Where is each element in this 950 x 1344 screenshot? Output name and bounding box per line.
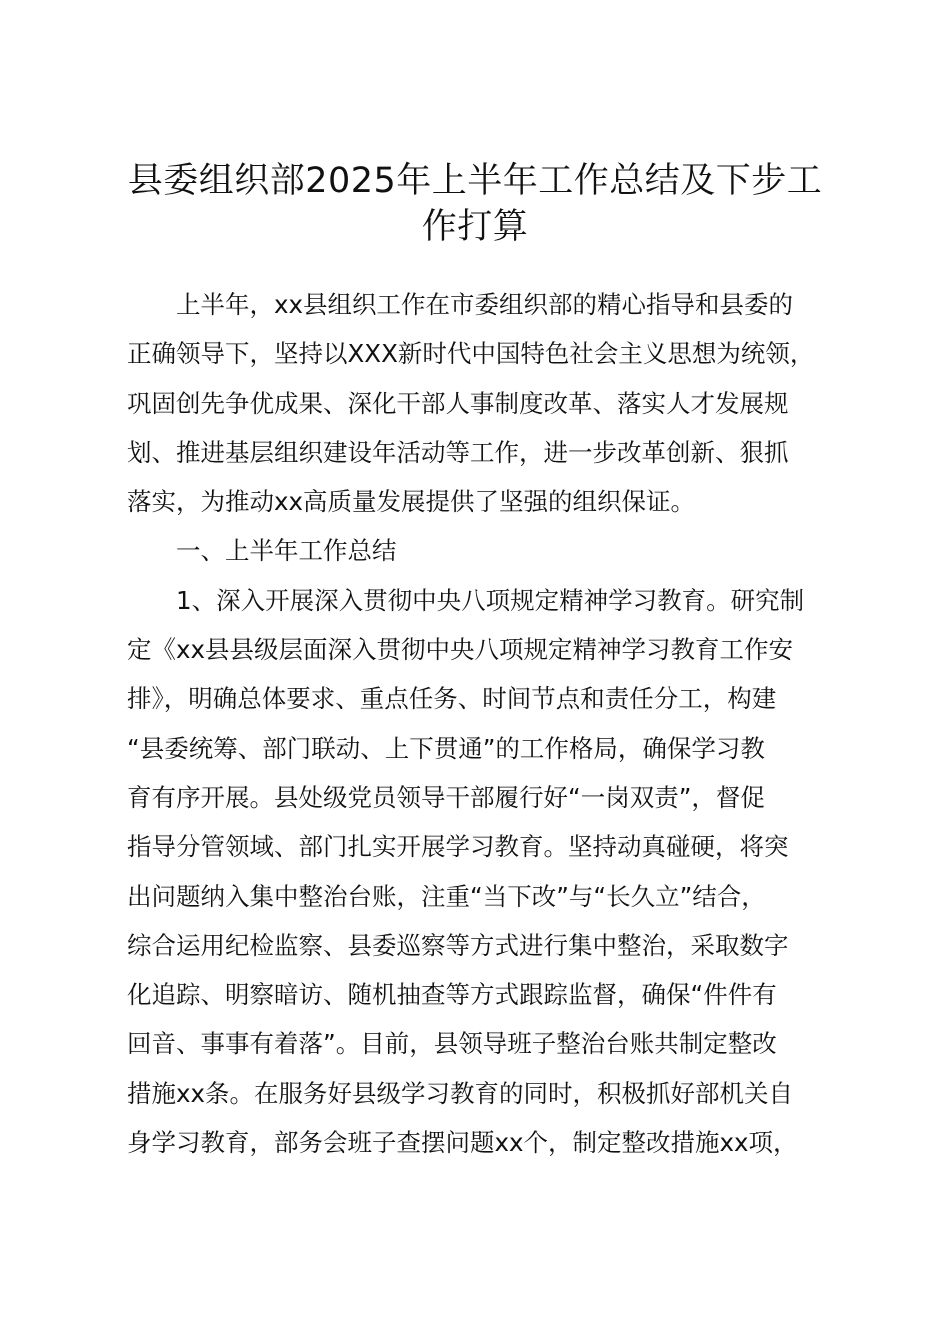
body-line: 指导分管领域、部门扎实开展学习教育。坚持动真碰硬，将突 bbox=[127, 832, 789, 862]
body-line: 措施xx条。在服务好县级学习教育的同时，积极抓好部机关自 bbox=[127, 1078, 793, 1108]
body-line: 化追踪、明察暗访、随机抽查等方式跟踪监督，确保“件件有 bbox=[127, 980, 777, 1010]
title-line-1: 县委组织部2025年上半年工作总结及下步工 bbox=[127, 161, 823, 201]
title-line-2: 作打算 bbox=[421, 207, 529, 247]
document-body bbox=[127, 280, 859, 1167]
body-line: 巩固创先争优成果、深化干部人事制度改革、落实人才发展规 bbox=[127, 388, 789, 418]
body-line: 1、深入开展深入贯彻中央八项规定精神学习教育。研究制 bbox=[176, 585, 805, 615]
body-line: 出问题纳入集中整治台账，注重“当下改”与“长久立”结合， bbox=[127, 881, 766, 911]
body-line: 排》，明确总体要求、重点任务、时间节点和责任分工，构建 bbox=[127, 684, 777, 714]
document-title bbox=[110, 158, 840, 250]
body-line: 一、上半年工作总结 bbox=[176, 536, 397, 566]
body-line: 回音、事事有着落”。目前，县领导班子整治台账共制定整改 bbox=[127, 1029, 777, 1059]
body-line: 综合运用纪检监察、县委巡察等方式进行集中整治，采取数字 bbox=[127, 930, 789, 960]
body-line: 落实，为推动xx高质量发展提供了坚强的组织保证。 bbox=[127, 487, 695, 517]
body-line: 身学习教育，部务会班子查摆问题xx个，制定整改措施xx项， bbox=[127, 1128, 798, 1158]
body-line: 划、推进基层组织建设年活动等工作，进一步改革创新、狠抓 bbox=[127, 437, 789, 467]
body-line: 正确领导下，坚持以XXX新时代中国特色社会主义思想为统领， bbox=[127, 339, 815, 369]
body-line: 定《xx县县级层面深入贯彻中央八项规定精神学习教育工作安 bbox=[127, 635, 793, 665]
body-line: 育有序开展。县处级党员领导干部履行好“一岗双责”，督促 bbox=[127, 782, 765, 812]
body-line: “县委统筹、部门联动、上下贯通”的工作格局，确保学习教 bbox=[127, 733, 765, 763]
body-line: 上半年，xx县组织工作在市委组织部的精心指导和县委的 bbox=[176, 290, 793, 319]
